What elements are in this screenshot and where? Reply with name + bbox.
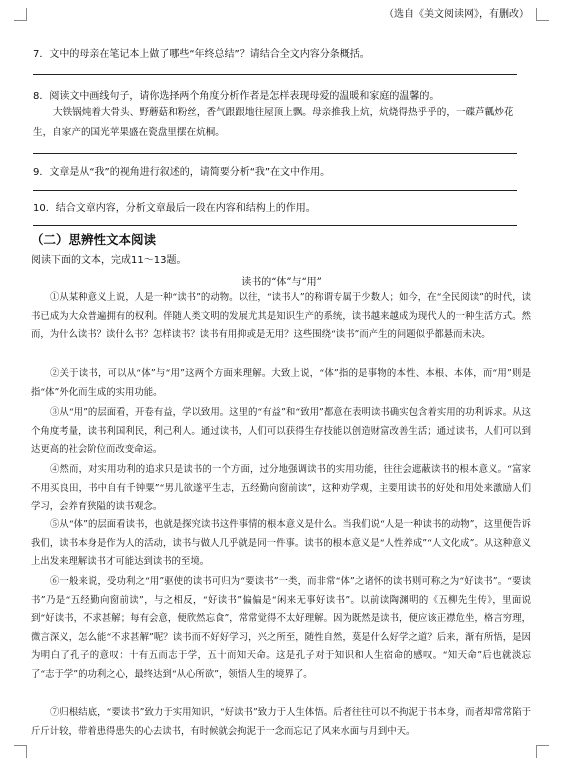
source-note: （选自《美文阅读网》，有删改） [384, 9, 529, 20]
question-9: 9．文章是从“我”的视角进行叙述的，请简要分析“我”在文中作用。 [33, 167, 331, 178]
crop-mark-top-right [536, 8, 549, 21]
reading-instruction: 阅读下面的文本，完成11～13题。 [31, 255, 187, 266]
crop-mark-bottom-left [14, 745, 27, 758]
paragraph-3: ③从“用”的层面看，开卷有益，学以致用。这里的“有益”和“致用”都意在表明读书确实包含着实用的功利诉求。从这个角度考量，读书利国利民，利己利人。通过读书，人们可以获得生存技能以创造财富改善生活；通过读书，人们可以到达更高的社会阶位而改变命运。 [31, 407, 531, 455]
paragraph-5: ⑤从“体”的层面看读书，也就是探究读书这件事情的根本意义是什么。当我们说“人是一种读书的动物”，这里便告诉我们，读书本身是作为人的活动，读书与做人几乎就是同一件事。读书的根本意义是“人性养成”“人文化成”。从这种意义上出发来理解读书才可能达到读书的至境。 [31, 519, 531, 567]
paragraph-6: ⑥一般来说，受功利之“用”驱使的读书可归为“要读书”一类，而非常“体”之诸怀的读书则可称之为“好读书”。“要读书”乃是“五经勤向窗前读”，与之相反，“好读书”偏偏是“闲来无事好读书”。以前读陶渊明的《五柳先生传》，里面说到“好读书，不求甚解；每有会意，便欣然忘食”，常常觉得不太好理解。因为既然是读书，便应该正襟危坐，格言穷理，微言深义，怎么能“不求甚解”呢？读书而不好好学习，兴之所至，随性自然，莫是什么好学之道？后来，渐有所悟，是因为明白了孔子的意叹：十有五而志于学，五十而知天命。这是孔子对于知识和人生宿命的感叹。“知天命”后也就淡忘了“志于学”的功利之心，最终达到“从心所欲”，领悟人生的境界了。 [31, 576, 531, 680]
crop-mark-top-left [14, 8, 27, 21]
question-8: 8．阅读文中画线句子，请你选择两个角度分析作者是怎样表现母爱的温暖和家庭的温馨的。 [33, 91, 440, 102]
answer-line-7[interactable] [33, 74, 517, 75]
paragraph-7: ⑦归根结底，“要读书”致力于实用知识，“好读书”致力于人生体悟。后者往往可以不拘泥于书本身，而者却常常陷于斤斤计较，带着患得患失的心去读书，有时候就会拘泥于一念而忘记了风来水面与月到中天。 [31, 707, 531, 737]
paragraph-1: ①从某种意义上说，人是一种“读书”的动物。以往，“读书人”的称谓专属于少数人；如今，在“全民阅读”的时代，读书已成为大众普遍拥有的权利。伴随人类文明的发展尤其是知识生产的系统，读书越来越成为现代人的一种生活方式。然而，为什么读书？读什么书？怎样读书？读书有用抑或是无用？这些围绕“读书”而产生的问题似乎都悬而未决。 [31, 292, 531, 340]
answer-line-10[interactable] [33, 225, 517, 226]
question-10: 10．结合文章内容，分析文章最后一段在内容和结构上的作用。 [33, 203, 316, 214]
answer-line-9[interactable] [33, 190, 517, 191]
paragraph-2: ②关于读书，可以从“体”与“用”这两个方面来理解。大致上说，“体”指的是事物的本性、本根、本体，而“用”则是指“体”外化而生成的实用功能。 [31, 368, 531, 398]
answer-line-8[interactable] [33, 153, 517, 154]
quoted-line: 大铁锅炖着大骨头、野蘑菇和粉丝，香气跟跟地往屋顶上飘。母亲推我上炕，炕烧得热乎乎的，一碟芦瓤炒花生，自家产的国光苹果盛在瓷盘里摆在炕桐。 [33, 107, 514, 138]
section-heading: （二）思辨性文本阅读 [31, 232, 157, 247]
question-7: 7．文中的母亲在笔记本上做了哪些“年终总结”？请结合全文内容分条概括。 [33, 49, 370, 60]
paragraph-4: ④然而，对实用功利的追求只是读书的一个方面，过分地强调读书的实用功能，往往会遮蔽读书的根本意义。“富家不用买良田，书中自有千钟粟”“男儿欲遂平生志，五经勤向窗前读”，这种劝学观，主要用读书的好处和用处来激励人们学习，会养育狭隘的读书观念。 [31, 464, 531, 512]
crop-mark-bottom-right [536, 745, 549, 758]
passage-title: 读书的“体”与“用” [241, 277, 322, 288]
